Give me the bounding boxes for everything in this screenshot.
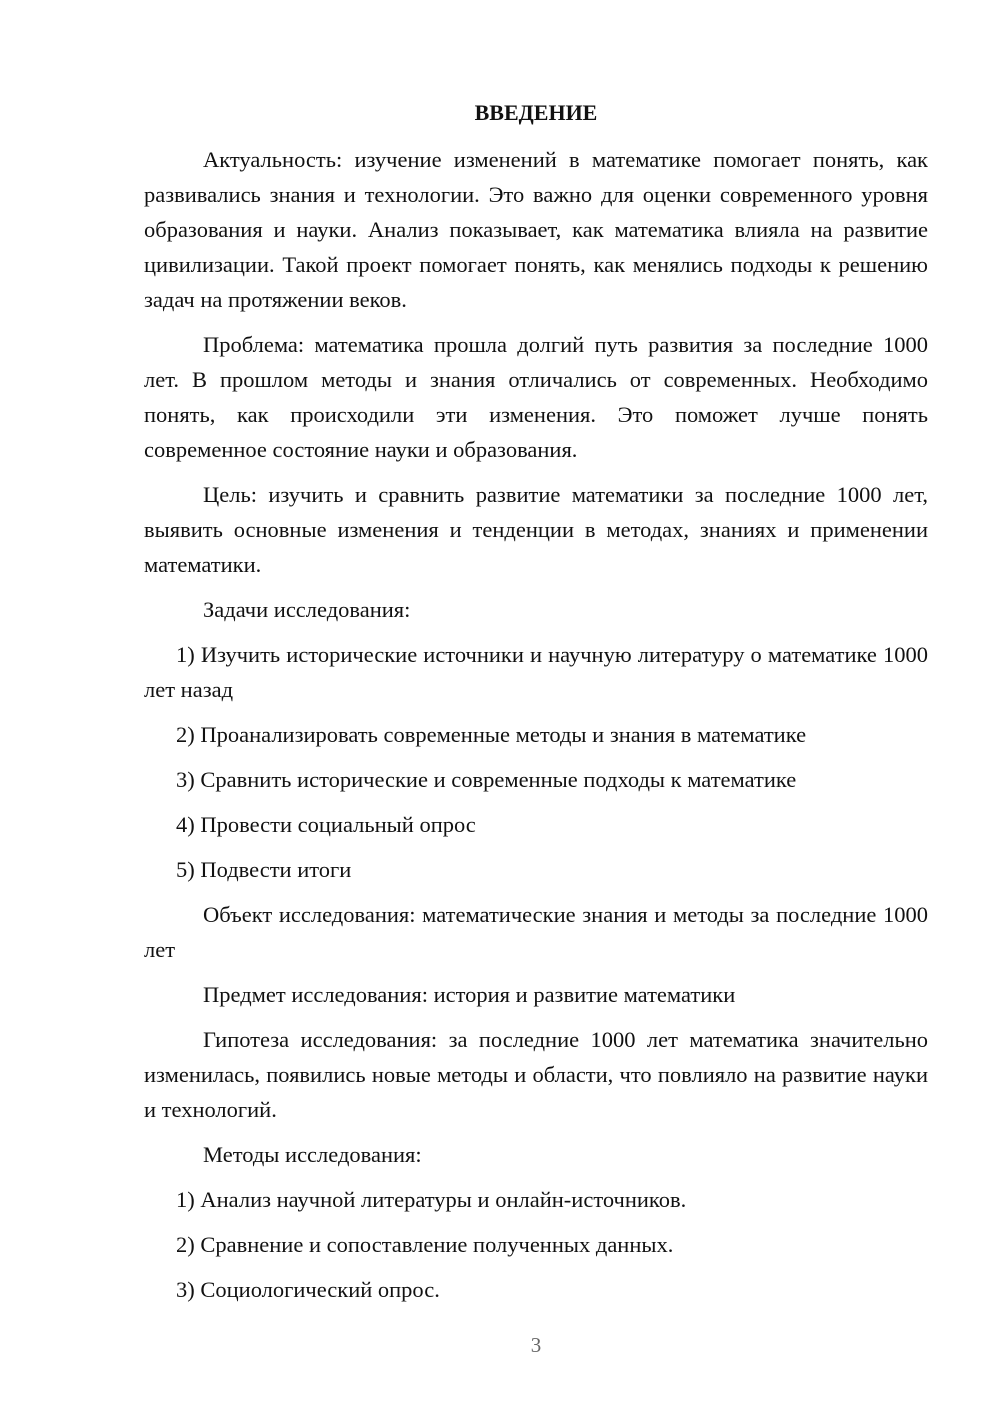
- paragraph-goal: Цель: изучить и сравнить развитие математики за последние 1000 лет, выявить основные изменения и тенденции в методах, знаниях и применении математики.: [144, 482, 928, 577]
- paragraph-methods-heading: Методы исследования:: [203, 1142, 422, 1167]
- page-number: 3: [530, 1333, 542, 1357]
- task-item-1: 1) Изучить исторические источники и научную литературу о математике 1000 лет назад: [144, 642, 928, 702]
- paragraph-relevance: Актуальность: изучение изменений в математике помогает понять, как развивались знания и технологии. Это важно для оценки современного уровня образования и науки. Анализ показывает, как математика влияла на развитие цивилизации. Такой проект помогает понять, как менялись подходы к решению задач на протяжении веков.: [144, 147, 928, 312]
- method-item-2: 2) Сравнение и сопоставление полученных данных.: [176, 1232, 674, 1257]
- paragraph-subject: Предмет исследования: история и развитие математики: [203, 982, 736, 1007]
- task-item-2: 2) Проанализировать современные методы и знания в математике: [176, 722, 807, 747]
- task-item-4: 4) Провести социальный опрос: [176, 812, 476, 837]
- method-item-1: 1) Анализ научной литературы и онлайн-источников.: [176, 1187, 687, 1212]
- paragraph-hypothesis: Гипотеза исследования: за последние 1000 лет математика значительно изменилась, появились новые методы и области, что повлияло на развитие науки и технологий.: [144, 1027, 928, 1122]
- paragraph-problem: Проблема: математика прошла долгий путь развития за последние 1000 лет. В прошлом методы и знания отличались от современных. Необходимо понять, как происходили эти изменения. Это поможет лучше понять современное состояние науки и образования.: [144, 332, 928, 462]
- task-item-5: 5) Подвести итоги: [176, 857, 352, 882]
- paragraph-tasks-heading: Задачи исследования:: [203, 597, 411, 622]
- document-page: [144, 95, 928, 1317]
- paragraph-object: Объект исследования: математические знания и методы за последние 1000 лет: [144, 902, 928, 962]
- task-item-3: 3) Сравнить исторические и современные подходы к математике: [176, 767, 797, 792]
- method-item-3: 3) Социологический опрос.: [176, 1277, 440, 1302]
- section-title: ВВЕДЕНИЕ: [474, 100, 598, 125]
